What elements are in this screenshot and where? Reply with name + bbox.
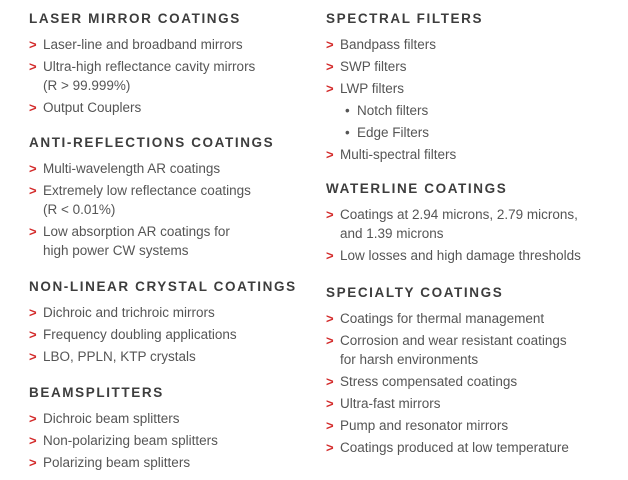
list-item [29,57,314,95]
section-heading: WATERLINE COATINGS [326,181,508,196]
list-item [29,98,314,117]
item-text: Coatings produced at low temperature [340,440,569,455]
item-list [29,35,314,117]
list-item [29,303,314,322]
item-text: Low absorption AR coatings for [43,224,230,239]
list-item [29,181,314,219]
item-text: Output Couplers [43,100,142,115]
section-heading: ANTI-REFLECTIONS COATINGS [29,135,275,150]
item-text: Multi-wavelength AR coatings [43,161,221,176]
item-list [326,205,622,265]
list-item [326,309,622,328]
section-beamsplitters [29,385,314,475]
item-text: Dichroic beam splitters [43,411,180,426]
list-item [326,57,622,76]
item-text: Multi-spectral filters [340,147,457,162]
list-item [29,409,314,428]
section-non-linear-crystal-coatings [29,279,314,369]
item-text: Extremely low reflectance coatings [43,183,251,198]
section-heading: NON-LINEAR CRYSTAL COATINGS [29,279,297,294]
sub-list-item [326,123,622,142]
chevron-right-icon: > [29,433,37,448]
list-item [326,372,622,391]
chevron-right-icon: > [29,161,37,176]
sub-item-text: Edge Filters [357,125,430,140]
item-text: Dichroic and trichroic mirrors [43,305,215,320]
item-text: Low losses and high damage thresholds [340,248,581,263]
chevron-right-icon: > [29,327,37,342]
chevron-right-icon: > [326,440,334,455]
chevron-right-icon: > [326,374,334,389]
item-text: Ultra-fast mirrors [340,396,441,411]
list-item [29,325,314,344]
section-anti-reflections-coatings [29,135,314,263]
item-text: Laser-line and broadband mirrors [43,37,243,52]
chevron-right-icon: > [326,59,334,74]
chevron-right-icon: > [326,147,334,162]
chevron-right-icon: > [326,248,334,263]
sub-list-item [326,101,622,120]
list-item [326,205,622,243]
section-heading: LASER MIRROR COATINGS [29,11,241,26]
list-item [326,331,622,369]
section-specialty-coatings [326,285,622,460]
list-item [29,159,314,178]
chevron-right-icon: > [326,333,334,348]
item-text: Polarizing beam splitters [43,455,191,470]
item-list [29,409,314,472]
list-item [326,394,622,413]
list-item [29,431,314,450]
item-text: SWP filters [340,59,407,74]
bullet-dot-icon: • [345,125,350,140]
list-item [326,79,622,98]
item-text: Coatings for thermal management [340,311,545,326]
chevron-right-icon: > [326,418,334,433]
chevron-right-icon: > [29,455,37,470]
chevron-right-icon: > [326,396,334,411]
section-waterline-coatings [326,181,622,268]
chevron-right-icon: > [326,207,334,222]
item-text: LWP filters [340,81,405,96]
item-list [29,159,314,260]
item-text: Frequency doubling applications [43,327,237,342]
chevron-right-icon: > [29,305,37,320]
list-item [29,453,314,472]
list-item [326,35,622,54]
list-item [326,438,622,457]
chevron-right-icon: > [326,81,334,96]
list-item [29,35,314,54]
item-text: Corrosion and wear resistant coatings [340,333,567,348]
chevron-right-icon: > [29,411,37,426]
item-text: Bandpass filters [340,37,437,52]
chevron-right-icon: > [29,59,37,74]
chevron-right-icon: > [29,183,37,198]
section-spectral-filters [326,11,622,167]
chevron-right-icon: > [326,311,334,326]
list-item [326,416,622,435]
item-text-continued: high power CW systems [43,243,189,258]
item-text-continued: and 1.39 microns [340,226,444,241]
list-item [29,222,314,260]
section-heading: SPECTRAL FILTERS [326,11,484,26]
section-heading: SPECIALTY COATINGS [326,285,504,300]
sub-item-text: Notch filters [357,103,429,118]
item-text-continued: (R > 99.999%) [43,78,131,93]
section-heading: BEAMSPLITTERS [29,385,164,400]
item-text: Coatings at 2.94 microns, 2.79 microns, [340,207,578,222]
list-item [326,145,622,164]
item-list [326,309,622,457]
chevron-right-icon: > [29,349,37,364]
item-text-continued: for harsh environments [340,352,479,367]
item-text: Ultra-high reflectance cavity mirrors [43,59,256,74]
item-list [29,303,314,366]
chevron-right-icon: > [29,100,37,115]
bullet-dot-icon: • [345,103,350,118]
chevron-right-icon: > [29,224,37,239]
item-text: Non-polarizing beam splitters [43,433,218,448]
section-laser-mirror-coatings [29,11,314,120]
item-text: Pump and resonator mirrors [340,418,509,433]
chevron-right-icon: > [29,37,37,52]
item-text: LBO, PPLN, KTP crystals [43,349,196,364]
list-item [326,246,622,265]
list-item [29,347,314,366]
item-list [326,35,622,164]
item-text-continued: (R < 0.01%) [43,202,116,217]
item-text: Stress compensated coatings [340,374,518,389]
chevron-right-icon: > [326,37,334,52]
